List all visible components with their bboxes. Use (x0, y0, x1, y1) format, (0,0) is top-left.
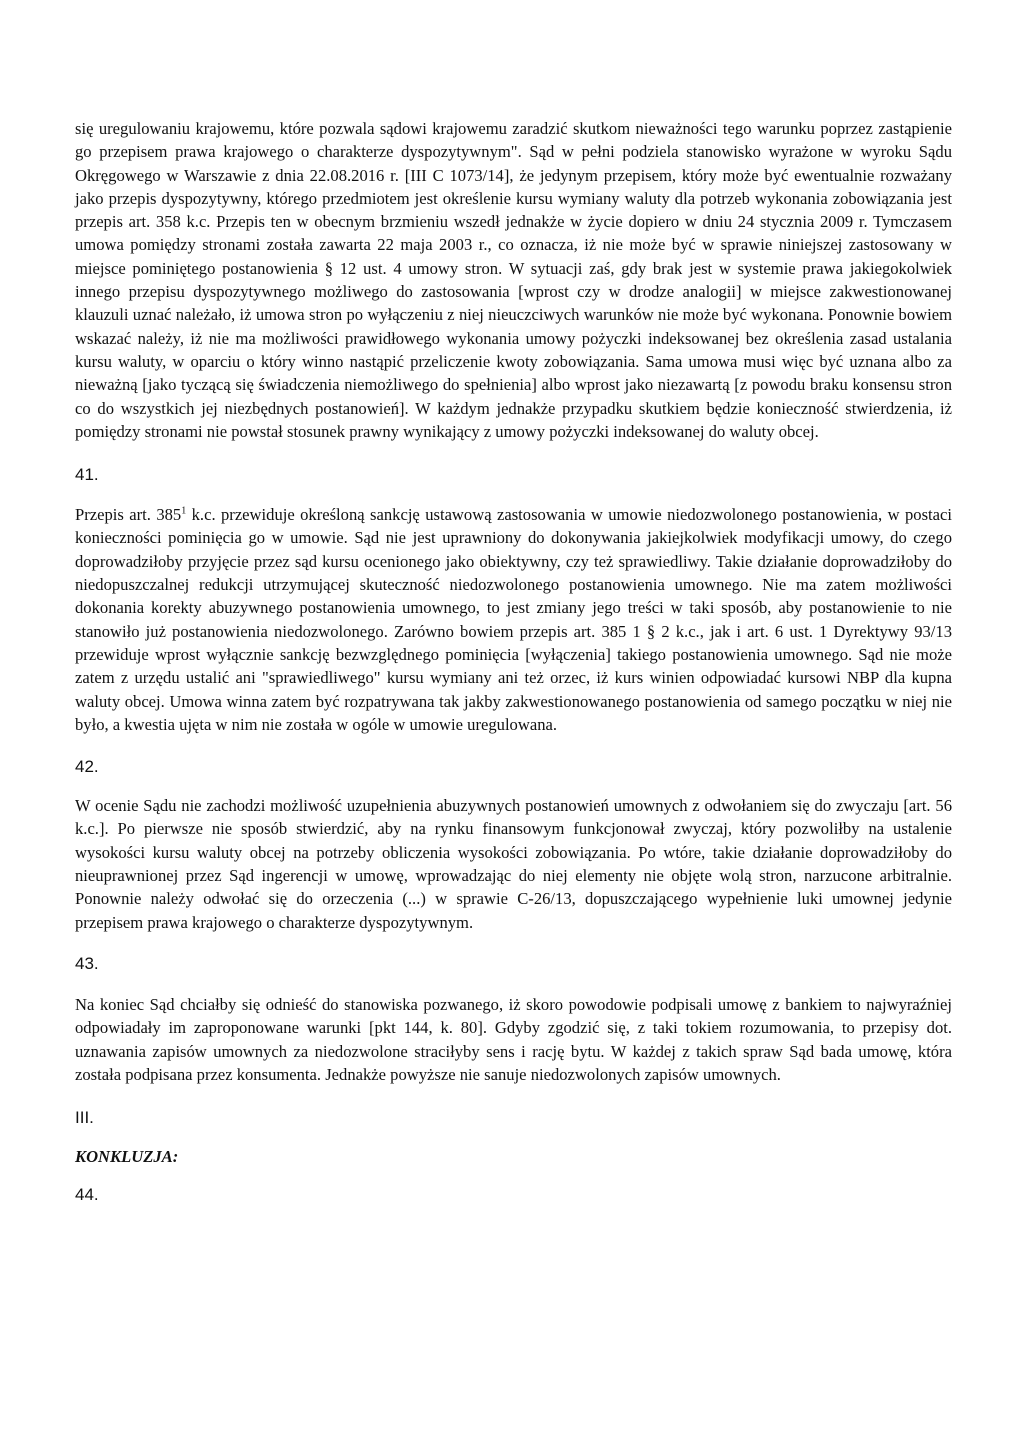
paragraph-41-rest: k.c. przewiduje określoną sankcję ustawową zastosowania w umowie niedozwolonego postanowienia, w postaci konieczności pominięcia go w umowie. Sąd nie jest uprawniony do dokonywania jakiejkolwiek modyfikacji umowy, do czego doprowadziłoby przyjęcie przez sąd kursu ocenionego jako obiektywny, czy też sprawiedliwy. Takie działanie doprowadziłoby do niedopuszczalnej redukcji utrzymującej skuteczność niedozwolonego postanowienia umownego. Nie ma zatem możliwości dokonania korekty abuzywnego postanowienia umownego, to jest zmiany jego treści w taki sposób, aby postanowienie to nie stanowiło już postanowienia niedozwolonego. Zarówno bowiem przepis art. 385 1 § 2 k.c., jak i art. 6 ust. 1 Dyrektywy 93/13 przewiduje wprost wyłącznie sankcję bezwzględnego pominięcia [wyłączenia] takiego postanowienia umownego. Sąd nie może zatem z urzędu ustalić ani "sprawiedliwego" kursu wymiany ani też orzec, iż kurs winien odpowiadać kursowi NBP dla kupna waluty obcej. Umowa winna zatem być rozpatrywana tak jakby zakwestionowanego postanowienia od samego początku w niej nie było, a kwestia ujęta w nim nie została w ogóle w umowie uregulowana. (75, 505, 952, 734)
paragraph-42: W ocenie Sądu nie zachodzi możliwość uzupełnienia abuzywnych postanowień umownych z odwołaniem się do zwyczaju [art. 56 k.c.]. Po pierwsze nie sposób stwierdzić, aby na rynku finansowym funkcjonował zwyczaj, który pozwoliłby na ustalenie wysokości kursu waluty obcej na potrzeby obliczenia wysokości zobowiązania. Po wtóre, takie działanie doprowadziłoby do nieuprawnionej przez Sąd ingerencji w umowę, wprowadzając do niej elementy nie objęte wolą stron, narzucone arbitralnie. Ponownie należy odwołać się do orzeczenia (...) w sprawie C-26/13, dopuszczającego wypełnienie luki umownej jedynie przepisem prawa krajowego o charakterze dyspozytywnym. (75, 796, 952, 932)
paragraph-number-42: 42. (75, 757, 99, 777)
paragraph-40-continued: się uregulowaniu krajowemu, które pozwala sądowi krajowemu zaradzić skutkom nieważności tego warunku poprzez zastąpienie go przepisem prawa krajowego o charakterze dyspozytywnym". Sąd w pełni podziela stanowisko wyrażone w wyroku Sądu Okręgowego w Warszawie z dnia 22.08.2016 r. [III C 1073/14], że jedynym przepisem, który może być ewentualnie rozważany jako przepis dyspozytywny, którego przedmiotem jest określenie kursu wymiany waluty dla potrzeb wykonania zobowiązania jest przepis art. 358 k.c. Przepis ten w obecnym brzmieniu wszedł jednakże w życie dopiero w dniu 24 stycznia 2009 r. Tymczasem umowa pomiędzy stronami została zawarta 22 maja 2003 r., co oznacza, iż nie może być w sprawie niniejszej zastosowany w miejsce pominiętego postanowienia § 12 ust. 4 umowy stron. W sytuacji zaś, gdy brak jest w systemie prawa jakiegokolwiek innego przepisu dyspozytywnego możliwego do zastosowania [wprost czy w drodze analogii] w miejsce zakwestionowanej klauzuli uznać należało, iż umowa stron po wyłączeniu z niej nieuczciwych warunków nie może być wykonana. Ponownie bowiem wskazać należy, iż nie ma możliwości prawidłowego wykonania umowy pożyczki indeksowanej bez określenia zasad ustalania kursu waluty, w oparciu o który winno nastąpić przeliczenie kwoty zobowiązania. Sama umowa musi więc być uznana albo za nieważną [jako tyczącą się świadczenia niemożliwego do spełnienia] albo wprost jako niezawartą [z powodu braku konsensu stron co do wszystkich jej niezbędnych postanowień]. W każdym jednakże przypadku skutkiem będzie konieczność stwierdzenia, iż pomiędzy stronami nie powstał stosunek prawny wynikający z umowy pożyczki indeksowanej do waluty obcej. (75, 119, 952, 441)
section-number-iii: III. (75, 1108, 94, 1128)
paragraph-number-41: 41. (75, 465, 99, 485)
section-heading: KONKLUZJA: (75, 1147, 179, 1167)
paragraph-41-start: Przepis art. 385 (75, 505, 182, 525)
superscript-1: 1 (181, 505, 187, 517)
paragraph-43: Na koniec Sąd chciałby się odnieść do stanowiska pozwanego, iż skoro powodowie podpisali umowę z bankiem to najwyraźniej odpowiadały im zaproponowane warunki [pkt 144, k. 80]. Gdyby zgodzić się, z taki tokiem rozumowania, to przepisy dot. uznawania zapisów umownych za niedozwolone straciłyby sens i rację bytu. W każdej z takich spraw Sąd bada umowę, która została podpisana przez konsumenta. Jednakże powyższe nie sanuje niedozwolonych zapisów umownych. (75, 994, 952, 1084)
document-page (75, 117, 952, 1205)
paragraph-41 (75, 503, 952, 736)
paragraph-number-43: 43. (75, 953, 99, 973)
paragraph-number-44: 44. (75, 1185, 99, 1205)
